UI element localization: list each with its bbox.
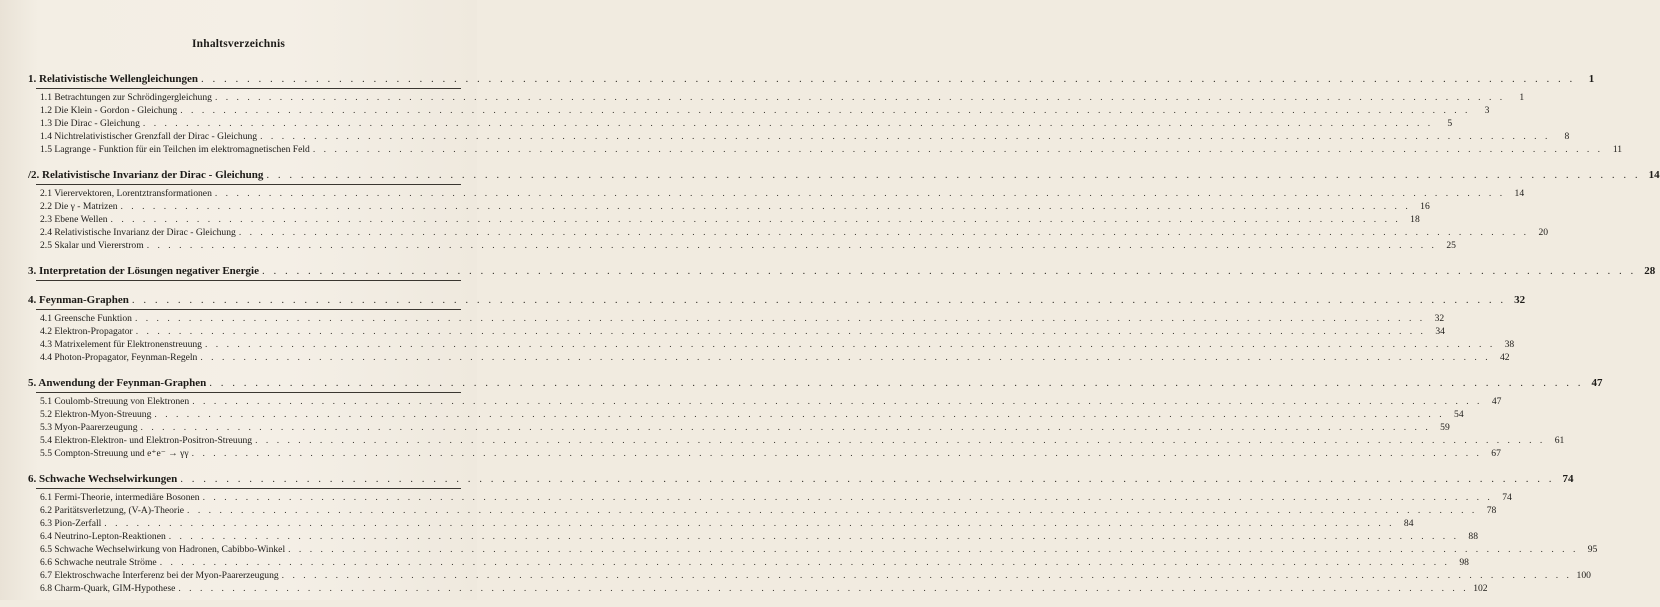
dot-leader: . . . . . . . . . . . . . . . . . . . . . . . . . . . . . . . . . . . . . . . . . . . . . . . . . . . . . . . . . . . . . . . . . . . . . . . . . . . . . . . . . . . . . . . . . . . . . . . . . . . . . . . . . . . . . . . . . . . . . . . .: [146, 240, 1437, 251]
section-page-number: 38: [1504, 339, 1515, 350]
section-title: 5.5 Compton-Streuung und e⁺e⁻ → γγ: [40, 448, 189, 459]
section-title: 4.4 Photon-Propagator, Feynman-Regeln: [40, 352, 198, 363]
dot-leader: . . . . . . . . . . . . . . . . . . . . . . . . . . . . . . . . . . . . . . . . . . . . . . . . . . . . . . . . . . . . . . . . . . . . . . . . . . . . . . . . . . . . . . . . . . . . . . . . . . . . . . . . . . . . . . . . . . . . . . . .: [140, 422, 1431, 433]
section-entry[interactable]: [28, 556, 1469, 569]
chapter-rule: [36, 88, 461, 89]
chapter-rule: [36, 280, 461, 281]
section-entry[interactable]: [28, 582, 1488, 595]
dot-leader: . . . . . . . . . . . . . . . . . . . . . . . . . . . . . . . . . . . . . . . . . . . . . . . . . . . . . . . . . . . . . . . . . . . . . . . . . . . . . . . . . . . . . . . . . . . . . . . . . . . . . . . . . . . . . . . . . . . . . . . .: [214, 92, 1506, 103]
section-title: 1.3 Die Dirac - Gleichung: [40, 118, 140, 129]
chapter-entry[interactable]: [28, 264, 1656, 278]
section-title: 6.5 Schwache Wechselwirkung von Hadronen, Cabibbo-Winkel: [40, 544, 286, 555]
chapter-page-number: 47: [1591, 377, 1603, 389]
page-title: Inhaltsverzeichnis: [191, 38, 286, 50]
section-title: 1.4 Nichtrelativistischer Grenzfall der Dirac - Gleichung: [40, 131, 258, 142]
dot-leader: . . . . . . . . . . . . . . . . . . . . . . . . . . . . . . . . . . . . . . . . . . . . . . . . . . . . . . . . . . . . . . . . . . . . . . . . . . . . . . . . . . . . . . . . . . . . . . . . . . . . . . . . . . . . . . . . . . . . . . . .: [131, 294, 1507, 306]
section-entry[interactable]: [28, 395, 1502, 408]
section-page-number: 11: [1612, 144, 1623, 155]
section-page-number: 95: [1587, 544, 1598, 555]
section-page-number: 84: [1403, 518, 1414, 529]
section-page-number: 74: [1502, 492, 1512, 503]
dot-leader: . . . . . . . . . . . . . . . . . . . . . . . . . . . . . . . . . . . . . . . . . . . . . . . . . . . . . . . . . . . . . . . . . . . . . . . . . . . . . . . . . . . . . . . . . . . . . . . . . . . . . . . . . . . . . . . . . . . . . . . .: [135, 326, 1426, 337]
section-page-number: 14: [1514, 188, 1525, 199]
section-title: 2.1 Vierervektoren, Lorentztransformationen: [40, 188, 212, 199]
section-page-number: 3: [1484, 105, 1490, 116]
dot-leader: . . . . . . . . . . . . . . . . . . . . . . . . . . . . . . . . . . . . . . . . . . . . . . . . . . . . . . . . . . . . . . . . . . . . . . . . . . . . . . . . . . . . . . . . . . . . . . . . . . . . . . . . . . . . . . . . . . . . . . . .: [214, 188, 1506, 199]
section-title: 2.2 Die γ - Matrizen: [40, 201, 118, 212]
section-title: 2.3 Ebene Wellen: [40, 214, 108, 225]
section-entry[interactable]: [28, 104, 1490, 117]
section-entry[interactable]: [28, 569, 1591, 582]
section-page-number: 78: [1486, 505, 1497, 516]
section-page-number: 54: [1454, 409, 1464, 420]
dot-leader: . . . . . . . . . . . . . . . . . . . . . . . . . . . . . . . . . . . . . . . . . . . . . . . . . . . . . . . . . . . . . . . . . . . . . . . . . . . . . . . . . . . . . . . . . . . . . . . . . . . . . . . . . . . . . . . . . . . . . . . .: [110, 214, 1401, 225]
dot-leader: . . . . . . . . . . . . . . . . . . . . . . . . . . . . . . . . . . . . . . . . . . . . . . . . . . . . . . . . . . . . . . . . . . . . . . . . . . . . . . . . . . . . . . . . . . . . . . . . . . . . . . . . . . . . . . . . . . . . . . . .: [120, 201, 1411, 212]
section-entry[interactable]: [28, 447, 1501, 460]
dot-leader: . . . . . . . . . . . . . . . . . . . . . . . . . . . . . . . . . . . . . . . . . . . . . . . . . . . . . . . . . . . . . . . . . . . . . . . . . . . . . . . . . . . . . . . . . . . . . . . . . . . . . . . . . . . . . . . . . . . . . . . .: [178, 583, 1469, 594]
chapter-block: [28, 376, 1603, 460]
section-page-number: 20: [1538, 227, 1549, 238]
chapter-rule: [36, 309, 461, 310]
chapter-rule: [36, 392, 461, 393]
section-title: 6.3 Pion-Zerfall: [40, 518, 102, 529]
section-title: 4.2 Elektron-Propagator: [40, 326, 133, 337]
dot-leader: . . . . . . . . . . . . . . . . . . . . . . . . . . . . . . . . . . . . . . . . . . . . . . . . . . . . . . . . . . . . . . . . . . . . . . . . . . . . . . . . . . . . . . . . . . . . . . . . . . . . . . . . . . . . . . . . . . . . . . . .: [281, 570, 1572, 581]
section-page-number: 61: [1554, 435, 1565, 446]
section-page-number: 34: [1435, 326, 1445, 337]
section-title: 4.1 Greensche Funktion: [40, 313, 132, 324]
dot-leader: . . . . . . . . . . . . . . . . . . . . . . . . . . . . . . . . . . . . . . . . . . . . . . . . . . . . . . . . . . . . . . . . . . . . . . . . . . . . . . . . . . . . . . . . . . . . . . . . . . . . . . . . . . . . . . . . . . . . . . . .: [255, 435, 1546, 446]
section-entry[interactable]: [28, 325, 1445, 338]
section-entry[interactable]: [28, 130, 1570, 143]
dot-leader: . . . . . . . . . . . . . . . . . . . . . . . . . . . . . . . . . . . . . . . . . . . . . . . . . . . . . . . . . . . . . . . . . . . . . . . . . . . . . . . . . . . . . . . . . . . . . . . . . . . . . . . . . . . . . . . . . . . . . . . .: [202, 492, 1493, 503]
section-entry[interactable]: [28, 200, 1430, 213]
dot-leader: . . . . . . . . . . . . . . . . . . . . . . . . . . . . . . . . . . . . . . . . . . . . . . . . . . . . . . . . . . . . . . . . . . . . . . . . . . . . . . . . . . . . . . . . . . . . . . . . . . . . . . . . . . . . . . . . . . . . . . . .: [262, 265, 1637, 277]
dot-leader: . . . . . . . . . . . . . . . . . . . . . . . . . . . . . . . . . . . . . . . . . . . . . . . . . . . . . . . . . . . . . . . . . . . . . . . . . . . . . . . . . . . . . . . . . . . . . . . . . . . . . . . . . . . . . . . . . . . . . . . .: [159, 557, 1450, 568]
dot-leader: . . . . . . . . . . . . . . . . . . . . . . . . . . . . . . . . . . . . . . . . . . . . . . . . . . . . . . . . . . . . . . . . . . . . . . . . . . . . . . . . . . . . . . . . . . . . . . . . . . . . . . . . . . . . . . . . . . . . . . . .: [200, 352, 1491, 363]
dot-leader: . . . . . . . . . . . . . . . . . . . . . . . . . . . . . . . . . . . . . . . . . . . . . . . . . . . . . . . . . . . . . . . . . . . . . . . . . . . . . . . . . . . . . . . . . . . . . . . . . . . . . . . . . . . . . . . . . . . . . . . .: [312, 144, 1604, 155]
dot-leader: . . . . . . . . . . . . . . . . . . . . . . . . . . . . . . . . . . . . . . . . . . . . . . . . . . . . . . . . . . . . . . . . . . . . . . . . . . . . . . . . . . . . . . . . . . . . . . . . . . . . . . . . . . . . . . . . . . . . . . . .: [209, 377, 1584, 389]
section-entry[interactable]: [28, 543, 1598, 556]
section-page-number: 67: [1491, 448, 1501, 459]
section-title: 6.6 Schwache neutrale Ströme: [40, 557, 157, 568]
dot-leader: . . . . . . . . . . . . . . . . . . . . . . . . . . . . . . . . . . . . . . . . . . . . . . . . . . . . . . . . . . . . . . . . . . . . . . . . . . . . . . . . . . . . . . . . . . . . . . . . . . . . . . . . . . . . . . . . . . . . . . . .: [180, 105, 1471, 116]
chapter-block: [28, 264, 1656, 281]
section-entry[interactable]: [28, 226, 1549, 239]
section-page-number: 32: [1434, 313, 1445, 324]
chapter-rule: [36, 488, 461, 489]
section-entry[interactable]: [28, 91, 1525, 104]
section-entry[interactable]: [28, 143, 1623, 156]
chapter-title: /2. Relativistische Invarianz der Dirac - Gleichung: [28, 169, 264, 181]
section-title: 1.1 Betrachtungen zur Schrödingergleichung: [40, 92, 212, 103]
chapter-entry[interactable]: [28, 72, 1595, 86]
section-title: 6.4 Neutrino-Lepton-Reaktionen: [40, 531, 166, 542]
section-title: 6.2 Paritätsverletzung, (V-A)-Theorie: [40, 505, 185, 516]
section-page-number: 100: [1576, 570, 1591, 581]
section-page-number: 16: [1420, 201, 1430, 212]
section-page-number: 98: [1459, 557, 1469, 568]
section-title: 6.7 Elektroschwache Interferenz bei der Myon-Paarerzeugung: [40, 570, 279, 581]
chapter-block: [28, 72, 1623, 156]
chapter-entry[interactable]: [28, 168, 1660, 182]
dot-leader: . . . . . . . . . . . . . . . . . . . . . . . . . . . . . . . . . . . . . . . . . . . . . . . . . . . . . . . . . . . . . . . . . . . . . . . . . . . . . . . . . . . . . . . . . . . . . . . . . . . . . . . . . . . . . . . . . . . . . . . .: [238, 227, 1530, 238]
section-title: 1.5 Lagrange - Funktion für ein Teilchen im elektromagnetischen Feld: [40, 144, 310, 155]
dot-leader: . . . . . . . . . . . . . . . . . . . . . . . . . . . . . . . . . . . . . . . . . . . . . . . . . . . . . . . . . . . . . . . . . . . . . . . . . . . . . . . . . . . . . . . . . . . . . . . . . . . . . . . . . . . . . . . . . . . . . . . .: [154, 409, 1445, 420]
section-entry[interactable]: [28, 408, 1464, 421]
dot-leader: . . . . . . . . . . . . . . . . . . . . . . . . . . . . . . . . . . . . . . . . . . . . . . . . . . . . . . . . . . . . . . . . . . . . . . . . . . . . . . . . . . . . . . . . . . . . . . . . . . . . . . . . . . . . . . . . . . . . . . . .: [201, 73, 1576, 85]
section-page-number: 5: [1447, 118, 1453, 129]
section-entry[interactable]: [28, 213, 1420, 226]
section-entry[interactable]: [28, 530, 1478, 543]
section-title: 5.4 Elektron-Elektron- und Elektron-Positron-Streuung: [40, 435, 253, 446]
dot-leader: . . . . . . . . . . . . . . . . . . . . . . . . . . . . . . . . . . . . . . . . . . . . . . . . . . . . . . . . . . . . . . . . . . . . . . . . . . . . . . . . . . . . . . . . . . . . . . . . . . . . . . . . . . . . . . . . . . . . . . . .: [168, 531, 1459, 542]
chapter-entry[interactable]: [28, 376, 1603, 390]
section-page-number: 42: [1500, 352, 1510, 363]
dot-leader: . . . . . . . . . . . . . . . . . . . . . . . . . . . . . . . . . . . . . . . . . . . . . . . . . . . . . . . . . . . . . . . . . . . . . . . . . . . . . . . . . . . . . . . . . . . . . . . . . . . . . . . . . . . . . . . . . . . . . . . .: [204, 339, 1496, 350]
section-page-number: 25: [1446, 240, 1456, 251]
section-entry[interactable]: [28, 421, 1450, 434]
dot-leader: . . . . . . . . . . . . . . . . . . . . . . . . . . . . . . . . . . . . . . . . . . . . . . . . . . . . . . . . . . . . . . . . . . . . . . . . . . . . . . . . . . . . . . . . . . . . . . . . . . . . . . . . . . . . . . . . . . . . . . . .: [187, 505, 1478, 516]
chapter-page-number: 32: [1514, 294, 1526, 306]
chapter-block: [28, 168, 1660, 252]
section-page-number: 47: [1491, 396, 1502, 407]
chapter-title: 6. Schwache Wechselwirkungen: [28, 473, 178, 485]
chapter-page-number: 74: [1562, 473, 1574, 485]
section-entry[interactable]: [28, 117, 1453, 130]
section-title: 4.3 Matrixelement für Elektronenstreuung: [40, 339, 202, 350]
section-entry[interactable]: [28, 351, 1510, 364]
dot-leader: . . . . . . . . . . . . . . . . . . . . . . . . . . . . . . . . . . . . . . . . . . . . . . . . . . . . . . . . . . . . . . . . . . . . . . . . . . . . . . . . . . . . . . . . . . . . . . . . . . . . . . . . . . . . . . . . . . . . . . . .: [288, 544, 1579, 555]
section-title: 2.5 Skalar und Viererstrom: [40, 240, 144, 251]
section-title: 5.2 Elektron-Myon-Streuung: [40, 409, 152, 420]
section-page-number: 8: [1564, 131, 1570, 142]
dot-leader: . . . . . . . . . . . . . . . . . . . . . . . . . . . . . . . . . . . . . . . . . . . . . . . . . . . . . . . . . . . . . . . . . . . . . . . . . . . . . . . . . . . . . . . . . . . . . . . . . . . . . . . . . . . . . . . . . . . . . . . .: [192, 396, 1483, 407]
chapter-title: 1. Relativistische Wellengleichungen: [28, 73, 198, 85]
chapter-page-number: 14: [1648, 169, 1660, 181]
section-title: 5.3 Myon-Paarerzeugung: [40, 422, 138, 433]
dot-leader: . . . . . . . . . . . . . . . . . . . . . . . . . . . . . . . . . . . . . . . . . . . . . . . . . . . . . . . . . . . . . . . . . . . . . . . . . . . . . . . . . . . . . . . . . . . . . . . . . . . . . . . . . . . . . . . . . . . . . . . .: [180, 473, 1555, 485]
section-entry[interactable]: [28, 312, 1445, 325]
section-entry[interactable]: [28, 187, 1525, 200]
dot-leader: . . . . . . . . . . . . . . . . . . . . . . . . . . . . . . . . . . . . . . . . . . . . . . . . . . . . . . . . . . . . . . . . . . . . . . . . . . . . . . . . . . . . . . . . . . . . . . . . . . . . . . . . . . . . . . . . . . . . . . . .: [266, 169, 1641, 181]
chapter-title: 4. Feynman-Graphen: [28, 294, 129, 306]
section-entry[interactable]: [28, 434, 1565, 447]
section-page-number: 59: [1440, 422, 1450, 433]
section-entry[interactable]: [28, 338, 1515, 351]
section-page-number: 102: [1473, 583, 1488, 594]
chapter-block: [28, 293, 1526, 364]
chapter-title: 5. Anwendung der Feynman-Graphen: [28, 377, 207, 389]
chapter-page-number: 1: [1588, 73, 1595, 85]
section-entry[interactable]: [28, 239, 1456, 252]
section-entry[interactable]: [28, 517, 1414, 530]
section-title: 5.1 Coulomb-Streuung von Elektronen: [40, 396, 190, 407]
section-page-number: 1: [1519, 92, 1525, 103]
dot-leader: . . . . . . . . . . . . . . . . . . . . . . . . . . . . . . . . . . . . . . . . . . . . . . . . . . . . . . . . . . . . . . . . . . . . . . . . . . . . . . . . . . . . . . . . . . . . . . . . . . . . . . . . . . . . . . . . . . . . . . . .: [260, 131, 1551, 142]
section-title: 6.8 Charm-Quark, GIM-Hypothese: [40, 583, 176, 594]
section-title: 2.4 Relativistische Invarianz der Dirac - Gleichung: [40, 227, 236, 238]
section-entry[interactable]: [28, 491, 1512, 504]
chapter-page-number: 28: [1644, 265, 1656, 277]
dot-leader: . . . . . . . . . . . . . . . . . . . . . . . . . . . . . . . . . . . . . . . . . . . . . . . . . . . . . . . . . . . . . . . . . . . . . . . . . . . . . . . . . . . . . . . . . . . . . . . . . . . . . . . . . . . . . . . . . . . . . . . .: [191, 448, 1482, 459]
section-page-number: 18: [1410, 214, 1420, 225]
chapter-entry[interactable]: [28, 293, 1526, 307]
dot-leader: . . . . . . . . . . . . . . . . . . . . . . . . . . . . . . . . . . . . . . . . . . . . . . . . . . . . . . . . . . . . . . . . . . . . . . . . . . . . . . . . . . . . . . . . . . . . . . . . . . . . . . . . . . . . . . . . . . . . . . . .: [142, 118, 1434, 129]
section-entry[interactable]: [28, 504, 1497, 517]
dot-leader: . . . . . . . . . . . . . . . . . . . . . . . . . . . . . . . . . . . . . . . . . . . . . . . . . . . . . . . . . . . . . . . . . . . . . . . . . . . . . . . . . . . . . . . . . . . . . . . . . . . . . . . . . . . . . . . . . . . . . . . .: [104, 518, 1395, 529]
chapter-entry[interactable]: [28, 472, 1574, 486]
section-title: 1.2 Die Klein - Gordon - Gleichung: [40, 105, 178, 116]
chapter-block: [28, 472, 1598, 595]
table-of-contents: [28, 72, 1660, 607]
chapter-title: 3. Interpretation der Lösungen negativer Energie: [28, 265, 259, 277]
section-title: 6.1 Fermi-Theorie, intermediäre Bosonen: [40, 492, 200, 503]
dot-leader: . . . . . . . . . . . . . . . . . . . . . . . . . . . . . . . . . . . . . . . . . . . . . . . . . . . . . . . . . . . . . . . . . . . . . . . . . . . . . . . . . . . . . . . . . . . . . . . . . . . . . . . . . . . . . . . . . . . . . . . .: [134, 313, 1426, 324]
section-page-number: 88: [1468, 531, 1478, 542]
chapter-rule: [36, 184, 461, 185]
